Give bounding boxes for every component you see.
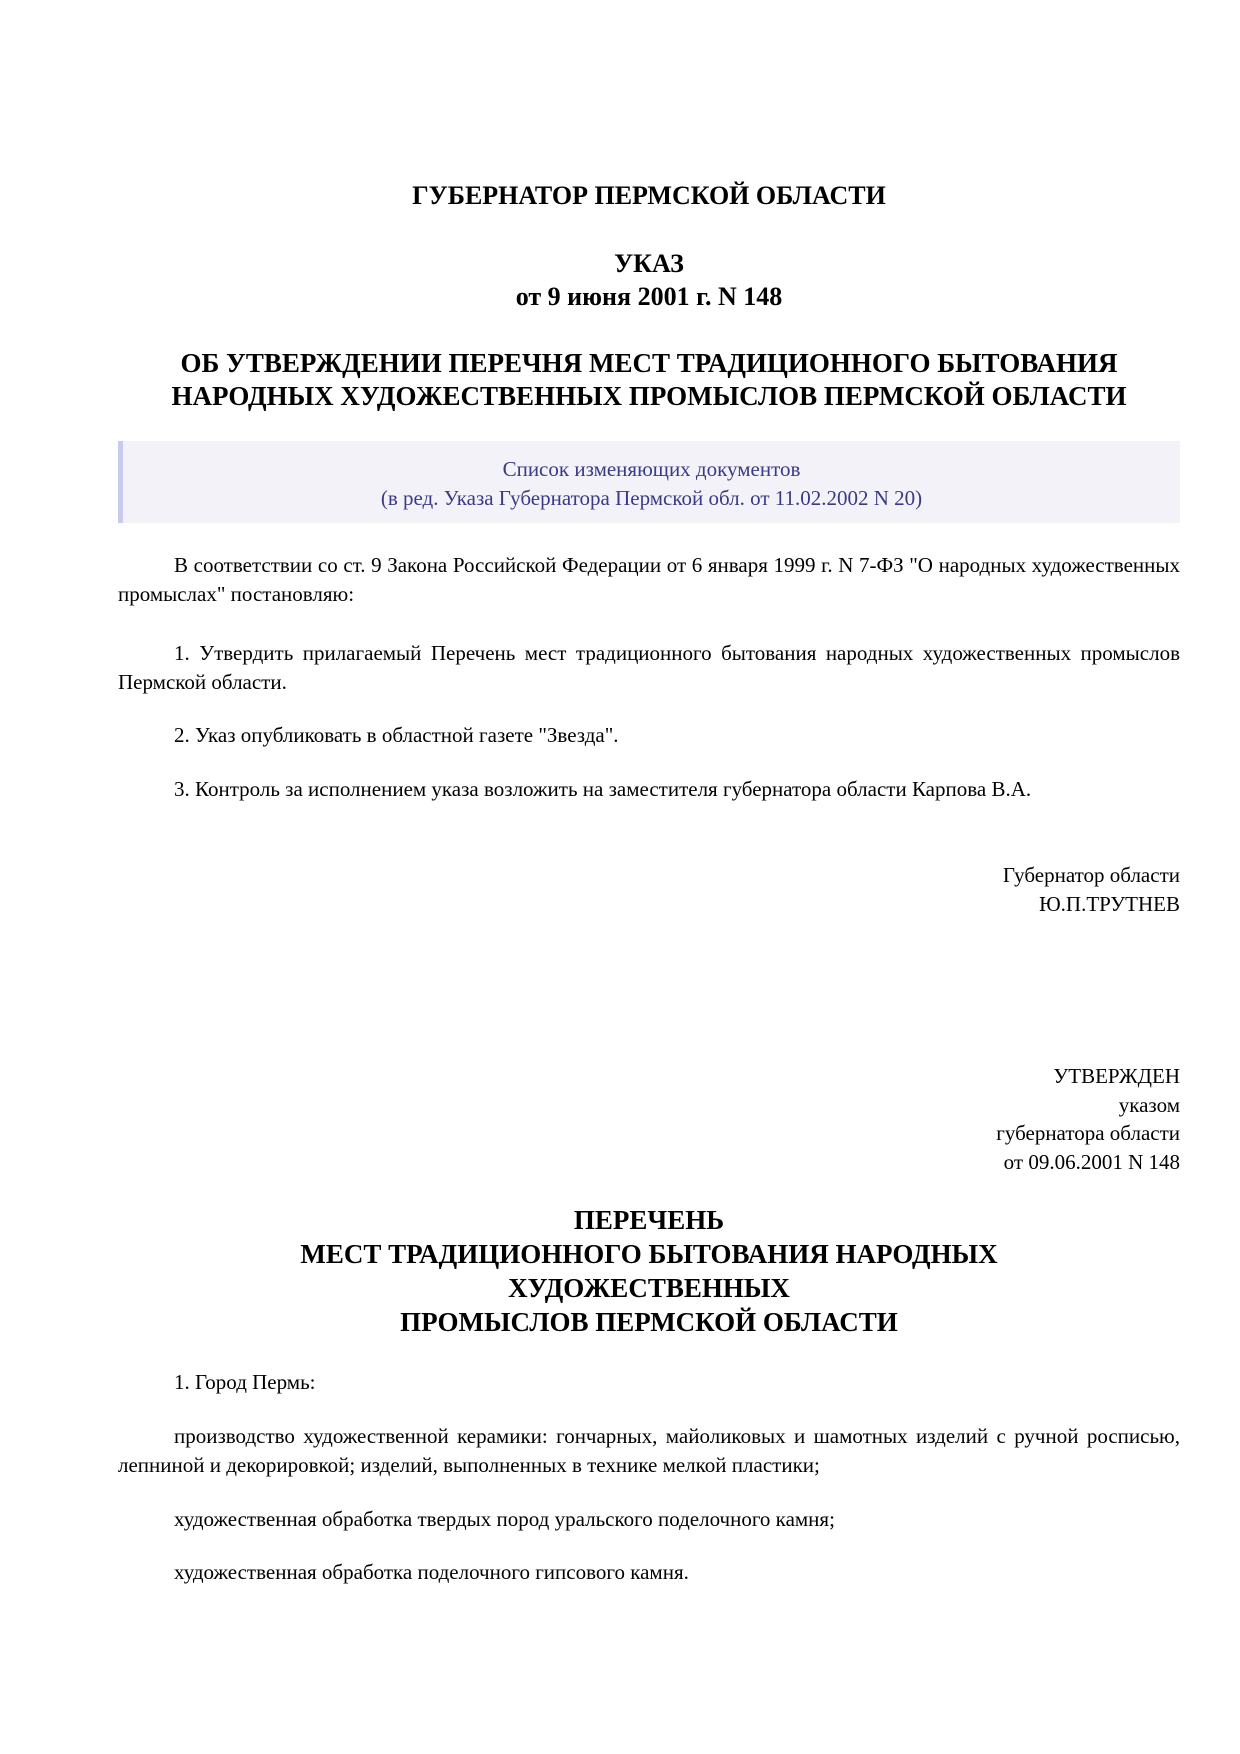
approval-line: губернатора области [996, 1121, 1180, 1145]
authority-heading: ГУБЕРНАТОР ПЕРМСКОЙ ОБЛАСТИ [412, 181, 886, 210]
item-3: 3. Контроль за исполнением указа возложить на заместителя губернатора области Карпова В.А. [174, 777, 1032, 801]
list-title-line: ХУДОЖЕСТВЕННЫХ [508, 1273, 790, 1303]
changes-title: Список изменяющих документов [502, 457, 801, 481]
list-title-line: МЕСТ ТРАДИЦИОННОГО БЫТОВАНИЯ НАРОДНЫХ [300, 1239, 998, 1269]
list-section: 1. Город Пермь: [174, 1370, 316, 1394]
document-title [118, 347, 1180, 413]
list-title-line: ПРОМЫСЛОВ ПЕРМСКОЙ ОБЛАСТИ [400, 1307, 898, 1337]
doc-type: УКАЗ [614, 249, 684, 278]
signature-name: Ю.П.ТРУТНЕВ [1039, 891, 1180, 916]
changes-text: (в ред. Указа Губернатора Пермской обл. от 11.02.2002 N 20) [380, 486, 923, 510]
approval-line: от 09.06.2001 N 148 [1003, 1149, 1180, 1174]
list-paragraph: производство художественной керамики: гончарных, майоликовых и шамотных изделий с ручной росписью, лепниной и декорировкой; изделий, выполненных в технике мелкой пластики; [118, 1424, 1180, 1477]
preamble: В соответствии со ст. 9 Закона Российской Федерации от 6 января 1999 г. N 7-ФЗ "О народных художественных промыслах" постановляю: [118, 553, 1180, 606]
list-title-line: ПЕРЕЧЕНЬ [573, 1205, 725, 1235]
signature-position: Губернатор области [1002, 863, 1180, 887]
item-2: 2. Указ опубликовать в областной газете "Звезда". [174, 723, 619, 747]
title-line: НАРОДНЫХ ХУДОЖЕСТВЕННЫХ ПРОМЫСЛОВ ПЕРМСКОЙ ОБЛАСТИ [171, 381, 1127, 411]
changes-box [118, 441, 1180, 523]
approval-block [118, 1062, 1180, 1176]
doc-date: от 9 июня 2001 г. N 148 [515, 282, 783, 311]
list-paragraph: художественная обработка твердых пород уральского поделочного камня; [174, 1507, 835, 1531]
signature [118, 861, 1180, 918]
item-1: 1. Утвердить прилагаемый Перечень мест традиционного бытования народных художественных промыслов Пермской области. [118, 641, 1180, 694]
list-paragraph: художественная обработка поделочного гипсового камня. [174, 1560, 689, 1584]
list-title [118, 1203, 1180, 1339]
title-line: ОБ УТВЕРЖДЕНИИ ПЕРЕЧНЯ МЕСТ ТРАДИЦИОННОГО БЫТОВАНИЯ [180, 348, 1118, 378]
approval-line: УТВЕРЖДЕН [1053, 1064, 1180, 1088]
approval-line: указом [1118, 1092, 1180, 1117]
